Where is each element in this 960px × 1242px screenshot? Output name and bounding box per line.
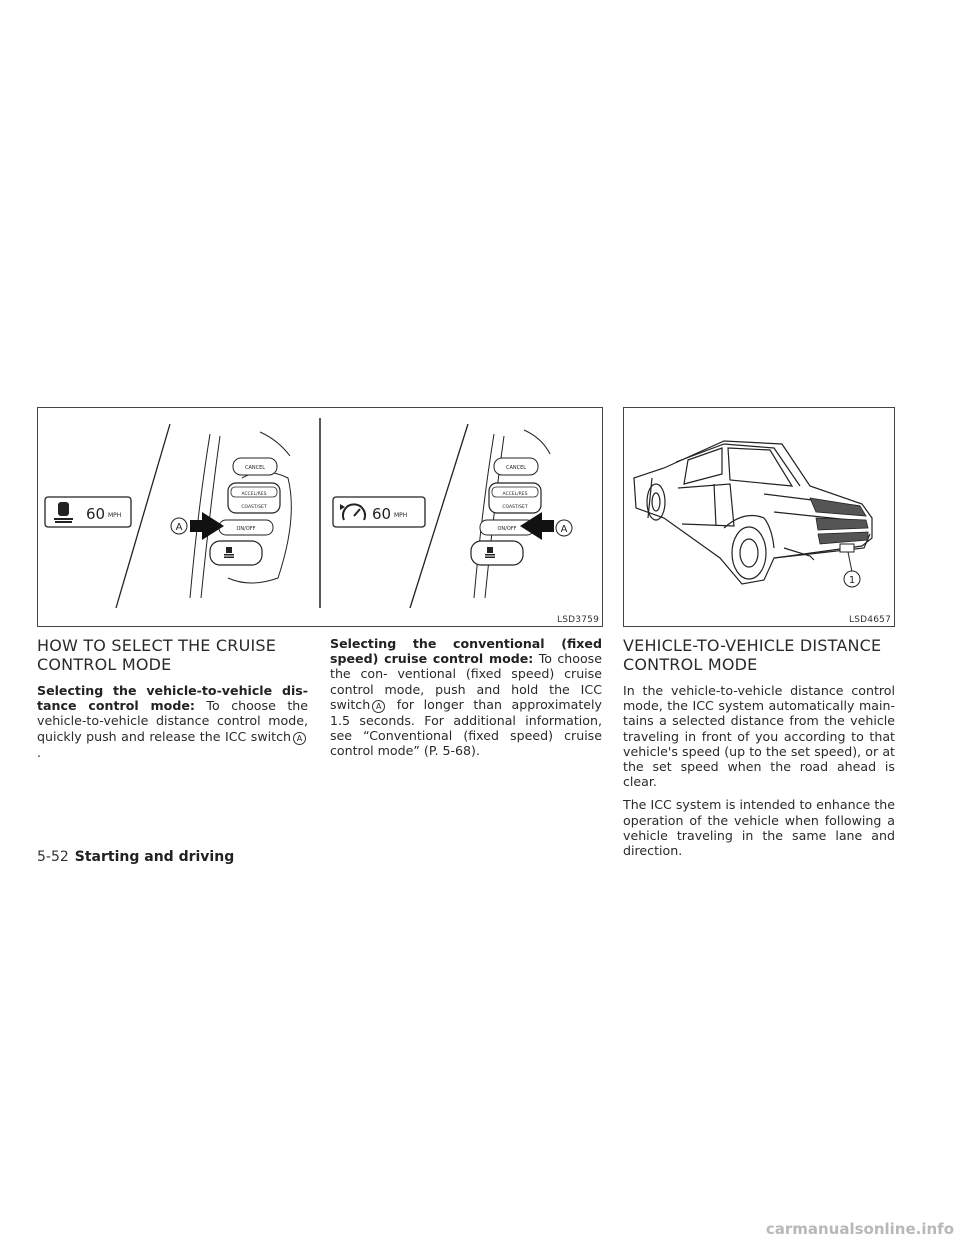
speed-value-left: 60 [86, 505, 106, 523]
front-grille [810, 498, 868, 544]
speed-unit-right: MPH [394, 512, 408, 519]
arrow-left [190, 512, 224, 540]
paragraph-distance-control-1: In the vehicle-to-vehicle distance control mode, the ICC system automatically main- tains a selected distance from the vehicle traveling in front of you according to that vehicle's speed (up to the set speed), or at the set speed when the road ahead is clear. [623, 683, 895, 790]
svg-text:ACCEL/RES: ACCEL/RES [502, 492, 528, 497]
svg-text:CANCEL: CANCEL [505, 465, 527, 471]
figure-code-left: LSD3759 [557, 615, 599, 625]
figure-icc-switch [37, 407, 603, 627]
svg-text:1: 1 [848, 575, 856, 586]
speed-value-right: 60 [372, 505, 392, 523]
speed-unit-left: MPH [108, 512, 122, 519]
heading-distance-control: VEHICLE-TO-VEHICLE DISTANCE CONTROL MODE [623, 636, 882, 674]
switch-a-marker: A [293, 732, 306, 745]
column-1 [37, 636, 308, 768]
switch-a-marker: A [372, 700, 385, 713]
page-number: 5-52 [37, 849, 69, 865]
svg-text:CANCEL: CANCEL [244, 465, 266, 471]
svg-text:COAST/SET: COAST/SET [241, 505, 267, 510]
svg-text:ACCEL/RES: ACCEL/RES [241, 492, 267, 497]
distance-button-right [471, 541, 523, 565]
radar-sensor-icon [840, 544, 854, 552]
svg-text:A: A [560, 524, 568, 535]
svg-text:A: A [175, 522, 183, 533]
column-3 [623, 636, 895, 866]
page-footer [37, 849, 234, 865]
figure-code-right: LSD4657 [849, 615, 891, 625]
watermark: carmanualsonline.info [765, 1220, 954, 1238]
distance-button-left [210, 541, 262, 565]
heading-select-mode: HOW TO SELECT THE CRUISE CONTROL MODE [37, 636, 277, 674]
figure-radar-sensor [623, 407, 895, 627]
icc-switch-illustration [38, 408, 602, 626]
svg-text:ON/OFF: ON/OFF [497, 526, 517, 532]
section-title: Starting and driving [74, 849, 235, 865]
svg-text:COAST/SET: COAST/SET [502, 505, 528, 510]
truck-illustration [624, 408, 894, 626]
paragraph-conventional-mode: Selecting the conventional (fixed speed) cruise control mode: To choose the con- ventional (fixed speed) cruise control mode, push and hold the ICC switch A for longer than approximately 1.5 seconds. For additional information, see “Conventional (fixed speed) cruise control mode” (P. 5-68). [330, 636, 602, 759]
column-2 [330, 636, 602, 766]
paragraph-distance-mode: Selecting the vehicle-to-vehicle dis- tance control mode: To choose the vehicle-to-vehicle distance control mode, quickly push and release the ICC switch A. [37, 683, 308, 760]
arrow-right [520, 512, 554, 540]
svg-text:ON/OFF: ON/OFF [236, 526, 256, 532]
paragraph-distance-control-2: The ICC system is intended to enhance the operation of the vehicle when following a vehicle traveling in the same lane and direction. [623, 797, 895, 859]
